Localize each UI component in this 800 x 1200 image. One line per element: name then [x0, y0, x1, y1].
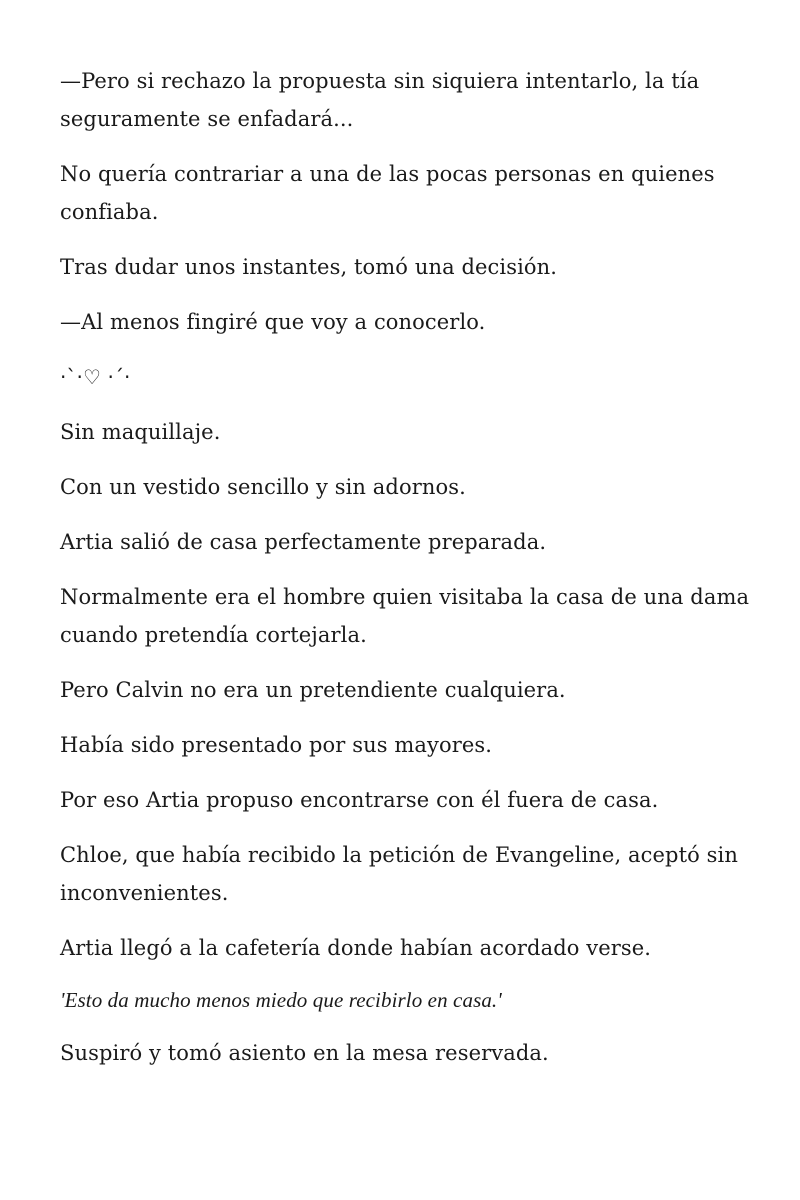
- paragraph: Por eso Artia propuso encontrarse con él fuera de casa.: [60, 788, 659, 812]
- paragraph: Artia salió de casa perfectamente preparada.: [60, 530, 547, 554]
- paragraph: Artia llegó a la cafetería donde habían acordado verse.: [60, 936, 652, 960]
- paragraph: —Pero si rechazo la propuesta sin siquiera intentarlo, la tía seguramente se enfadará...: [60, 69, 700, 131]
- paragraph: Con un vestido sencillo y sin adornos.: [60, 475, 466, 499]
- reading-page: [60, 62, 760, 1089]
- paragraph: Había sido presentado por sus mayores.: [60, 733, 493, 757]
- paragraph: Tras dudar unos instantes, tomó una decisión.: [60, 255, 558, 279]
- scene-separator: ‧`‧♡ ‧´‧: [60, 365, 131, 389]
- paragraph: Chloe, que había recibido la petición de Evangeline, aceptó sin inconvenientes.: [60, 843, 738, 905]
- paragraph: —Al menos fingiré que voy a conocerlo.: [60, 310, 486, 334]
- paragraph: Sin maquillaje.: [60, 420, 221, 444]
- inner-thought: 'Esto da mucho menos miedo que recibirlo en casa.': [60, 988, 502, 1012]
- paragraph: Pero Calvin no era un pretendiente cualquiera.: [60, 678, 566, 702]
- paragraph: Normalmente era el hombre quien visitaba la casa de una dama cuando pretendía cortejarla.: [60, 585, 750, 647]
- paragraph: Suspiró y tomó asiento en la mesa reservada.: [60, 1041, 549, 1065]
- paragraph: No quería contrariar a una de las pocas personas en quienes confiaba.: [60, 162, 715, 224]
